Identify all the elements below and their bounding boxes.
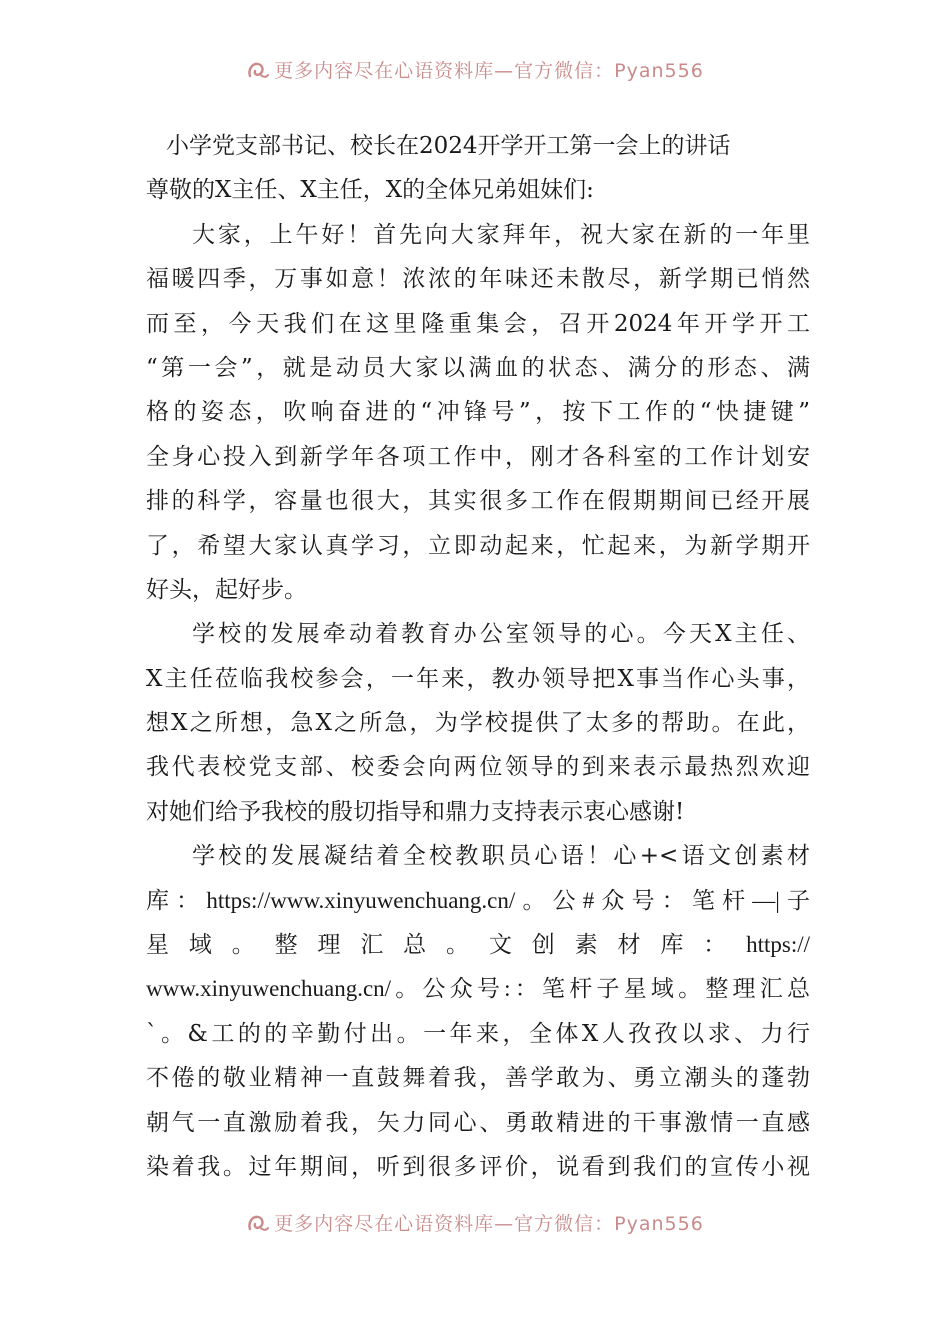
paragraph-1 [146, 213, 810, 613]
paragraph-line: 而至，今天我们在这里隆重集会，召开2024年开学开工 [146, 310, 810, 337]
paragraph-line: 星域。整理汇总。文创素材库：https:// [146, 932, 810, 958]
paragraph-line: 染着我。过年期间，听到很多评价，说看到我们的宣传小视 [146, 1153, 810, 1180]
paragraph-line: 我代表校党支部、校委会向两位领导的到来表示最热烈欢迎 [146, 754, 810, 781]
paragraph-line: 格的姿态，吹响奋进的“冲锋号”，按下工作的“快捷键” [146, 399, 810, 426]
logo-icon [246, 60, 270, 82]
paragraph-line: “第一会”，就是动员大家以满血的状态、满分的形态、满 [146, 354, 810, 381]
paragraph-line: 排的科学，容量也很大，其实很多工作在假期期间已经开展 [146, 488, 810, 515]
paragraph-line: 学校的发展凝结着全校教职员心语！心+<语文创素材 [192, 843, 810, 870]
logo-icon [246, 1213, 270, 1235]
paragraph-line: 了，希望大家认真学习，立即动起来，忙起来，为新学期开 [146, 532, 810, 559]
document-body [146, 124, 810, 1189]
paragraph-line: 库：https://www.xinyuwenchuang.cn/。公#众号：笔杆—|子 [146, 887, 810, 913]
paragraph-line: X主任莅临我校参会，一年来，教办领导把X事当作心头事， [146, 665, 810, 692]
paragraph-line: 想X之所想，急X之所急，为学校提供了太多的帮助。在此， [146, 710, 810, 737]
paragraph-line: `。&工的的辛勤付出。一年来，全体X人孜孜以求、力行 [146, 1020, 810, 1047]
paragraph-line: 全身心投入到新学年各项工作中，刚才各科室的工作计划安 [146, 443, 810, 470]
paragraph-line: www.xinyuwenchuang.cn/。公众号:：笔杆子星域。整理汇总 [146, 976, 810, 1002]
header-watermark [0, 56, 950, 83]
paragraph-line: 学校的发展牵动着教育办公室领导的心。今天X主任、 [192, 621, 810, 648]
header-watermark-text: 更多内容尽在心语资料库—官方微信：Pyan556 [274, 60, 704, 82]
footer-watermark-text: 更多内容尽在心语资料库—官方微信：Pyan556 [274, 1213, 704, 1235]
salutation: 尊敬的X主任、X主任，X的全体兄弟姐妹们: [146, 177, 594, 204]
document-title: 小学党支部书记、校长在2024开学开工第一会上的讲话 [166, 133, 731, 159]
paragraph-2 [146, 612, 810, 834]
paragraph-3 [146, 834, 810, 1189]
paragraph-line: 好头，起好步。 [146, 576, 307, 603]
paragraph-line: 对她们给予我校的殷切指导和鼎力支持表示衷心感谢! [146, 798, 685, 825]
paragraph-line: 大家，上午好！首先向大家拜年，祝大家在新的一年里 [192, 221, 810, 248]
footer-watermark [0, 1209, 950, 1236]
paragraph-line: 不倦的敬业精神一直鼓舞着我，善学敢为、勇立潮头的蓬勃 [146, 1065, 810, 1092]
paragraph-line: 朝气一直激励着我，矢力同心、勇敢精进的干事激情一直感 [146, 1109, 810, 1136]
paragraph-line: 福暖四季，万事如意！浓浓的年味还未散尽，新学期已悄然 [146, 266, 810, 293]
